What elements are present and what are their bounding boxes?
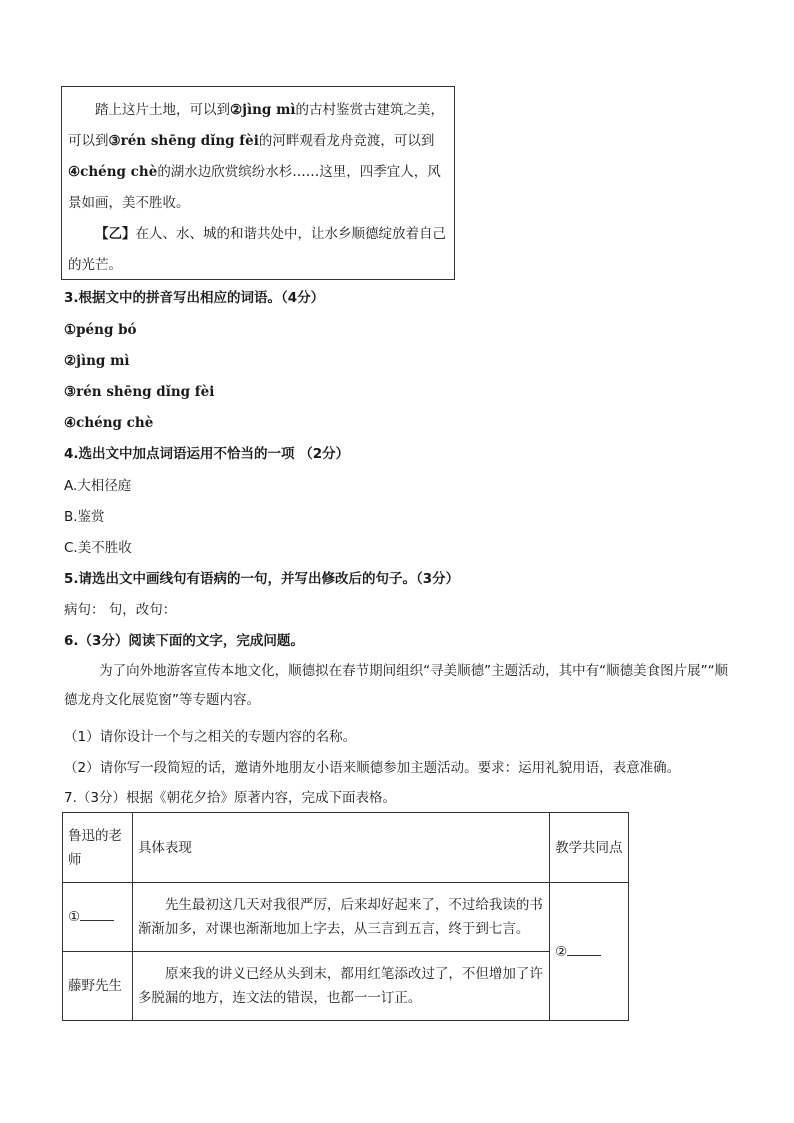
- q3-item-4: ④chéng chè: [64, 415, 154, 431]
- q3-title: 3.根据文中的拼音写出相应的词语。（4分）: [64, 290, 325, 306]
- header-teacher: 鲁迅的老师: [63, 813, 133, 883]
- q6-title: 6.（3分）阅读下面的文字，完成问题。: [64, 633, 304, 649]
- row1-teacher-cell: ①: [63, 883, 133, 952]
- pinyin-4: ④chéng chè: [68, 164, 158, 180]
- row2-detail: 原来我的讲义已经从头到末，都用红笔添改过了，不但增加了许多脱漏的地方，连文法的错误，也都一一订正。: [132, 952, 549, 1021]
- q7-title: 7.（3分）根据《朝花夕拾》原著内容，完成下面表格。: [64, 790, 396, 806]
- answer-blank-2[interactable]: [567, 941, 601, 956]
- q4-option-a: A.大相径庭: [64, 478, 132, 494]
- table-row: [63, 813, 629, 883]
- q7-table: [62, 812, 629, 1021]
- header-common: 教学共同点: [550, 813, 629, 883]
- q6-paragraph: 为了向外地游客宣传本地文化，顺德拟在春节期间组织“寻美顺德”主题活动，其中有“顺德美食图片展”“顺德龙舟文化展览窗”等专题内容。: [64, 663, 729, 708]
- q3-item-2: ②jìng mì: [64, 353, 130, 369]
- pinyin-2: ②jìng mì: [230, 102, 296, 118]
- q3-item-3: ③rén shēng dǐng fèi: [64, 384, 215, 400]
- q4-option-b: B.鉴赏: [64, 509, 105, 525]
- header-detail: 具体表现: [132, 813, 549, 883]
- q5-answer-line: 病句： 句，改句：: [64, 602, 177, 618]
- q5-title: 5.请选出文中画线句有语病的一句，并写出修改后的句子。（3分）: [64, 571, 460, 587]
- common-cell: ②: [550, 883, 629, 1021]
- row1-detail: 先生最初这几天对我很严厉，后来却好起来了，不过给我读的书渐渐加多，对课也渐渐地加上字去，从三言到五言，终于到七言。: [132, 883, 549, 952]
- part-label-yi: 【乙】: [95, 226, 136, 242]
- q6-sub-1: （1）请你设计一个与之相关的专题内容的名称。: [64, 729, 357, 745]
- passage-box: [61, 86, 455, 280]
- passage-paragraph-1: 踏上这片土地，可以到②jìng mì的古村鉴赏古建筑之美，可以到③rén shēng dǐng fèi的河畔观看龙舟竞渡，可以到④chéng chè的湖水边欣赏缤纷水杉……这里，四季宜人，风景如画，美不胜收。: [68, 102, 444, 211]
- row2-teacher: 藤野先生: [63, 952, 133, 1021]
- answer-blank-1[interactable]: [80, 906, 114, 921]
- q4-title: 4.选出文中加点词语运用不恰当的一项 （2分）: [64, 446, 350, 462]
- pinyin-3: ③rén shēng dǐng fèi: [108, 133, 259, 149]
- q3-item-1: ①péng bó: [64, 322, 137, 338]
- q4-option-c: C.美不胜收: [64, 540, 132, 556]
- table-row: [63, 952, 629, 1021]
- passage-paragraph-2: 【乙】在人、水、城的和谐共处中，让水乡顺德绽放着自己的光芒。: [68, 226, 446, 273]
- q6-sub-2: （2）请你写一段简短的话，邀请外地朋友小语来顺德参加主题活动。要求：运用礼貌用语，表意准确。: [64, 760, 681, 776]
- table-row: [63, 883, 629, 952]
